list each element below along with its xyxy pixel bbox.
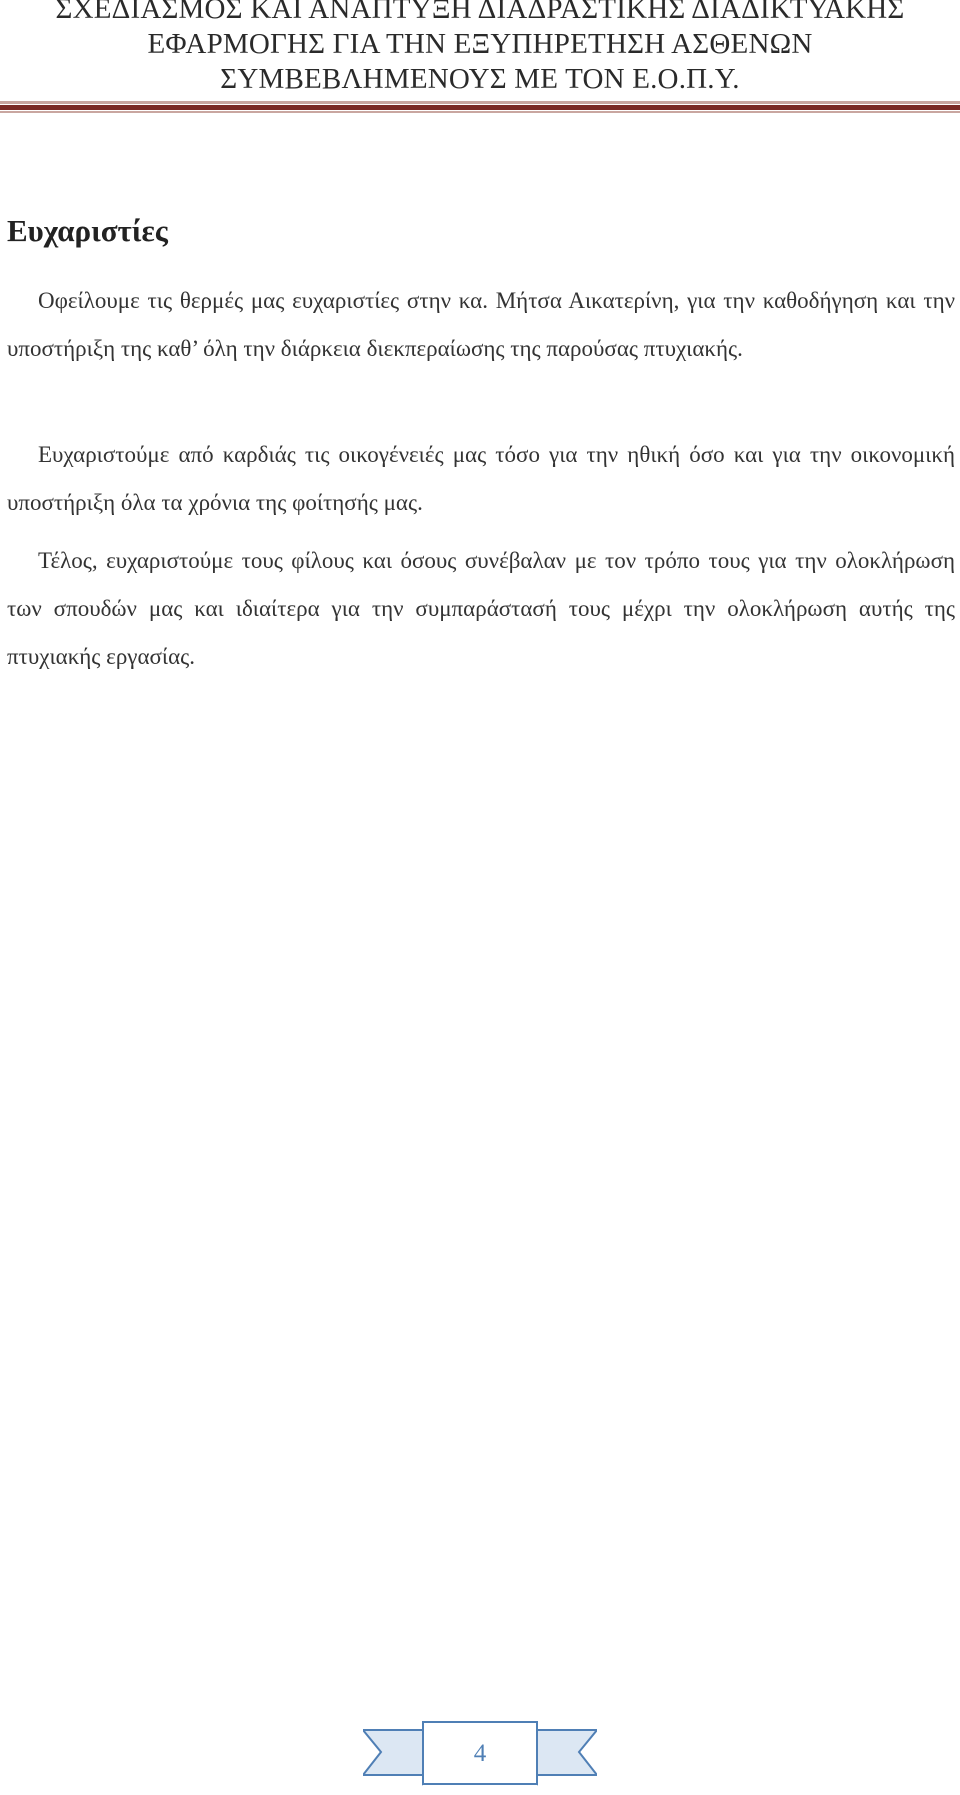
paragraph-1: Οφείλουμε τις θερμές μας ευχαριστίες στην κα. Μήτσα Αικατερίνη, για την καθοδήγηση και την υποστήριξη της καθ’ όλη την διάρκεια διεκπεραίωσης της παρούσας πτυχιακής. [7,288,955,361]
paragraph-3: Τέλος, ευχαριστούμε τους φίλους και όσους συνέβαλαν με τον τρόπο τους για την ολοκλήρωση των σπουδών μας και ιδιαίτερα για την συμπαράστασή τους μέχρι την ολοκλήρωση αυτής της πτυχιακής εργασίας. [7,548,955,669]
section-heading: Ευχαριστίες [7,213,168,248]
header-title-line-2: ΕΦΑΡΜΟΓΗΣ ΓΙΑ ΤΗΝ ΕΞΥΠΗΡΕΤΗΣΗ ΑΣΘΕΝΩΝ [147,28,813,60]
header-title-line-1: ΣΧΕΔΙΑΣΜΟΣ ΚΑΙ ΑΝΑΠΤΥΞΗ ΔΙΑΔΡΑΣΤΙΚΗΣ ΔΙΑΔΙΚΤΥΑΚΗΣ [55,0,905,25]
paragraph-2: Ευχαριστούμε από καρδιάς τις οικογένειές μας τόσο για την ηθική όσο και για την οικονομική υποστήριξη όλα τα χρόνια της φοίτησής μας. [7,442,955,515]
page-footer [363,1720,597,1788]
header-title-line-3: ΣΥΜΒΕΒΛΗΜΕΝΟΥΣ ΜΕ ΤΟΝ Ε.Ο.Π.Υ. [220,63,740,95]
page-number: 4 [473,1740,487,1767]
page-header [0,0,960,97]
header-divider [0,100,960,114]
